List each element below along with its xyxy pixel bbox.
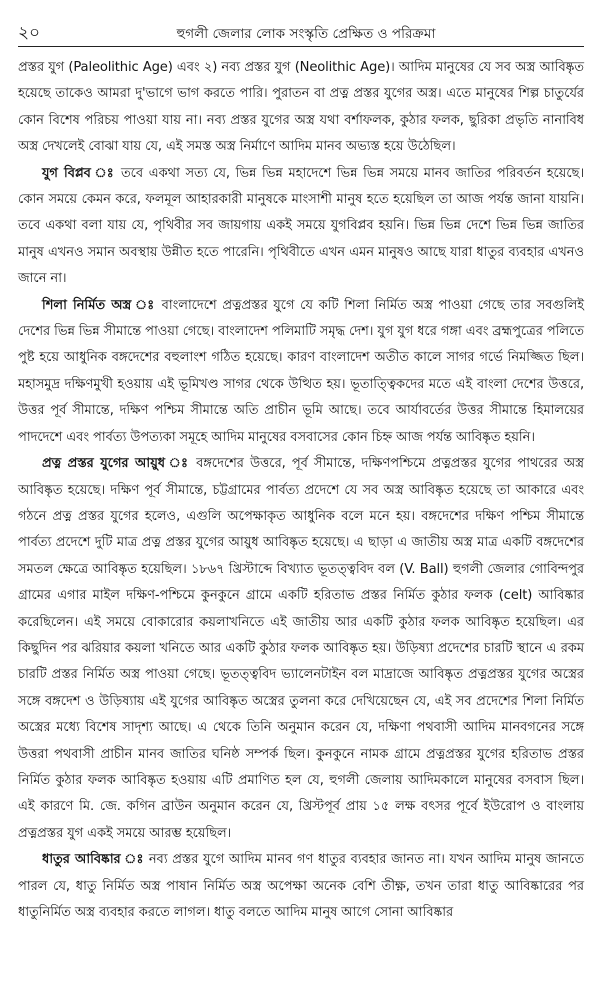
- section-heading: প্রত্ন প্রস্তর যুগের আয়ুধ ঃ: [42, 456, 190, 472]
- paragraph-stone-weapons: [18, 293, 584, 451]
- page-number: ২০: [18, 23, 41, 43]
- paragraph-metal-discovery: [18, 847, 584, 926]
- paragraph-stone-age-types: [18, 55, 584, 161]
- paragraph-text: প্রস্তর যুগ (Paleolithic Age) এবং ২) নব্য প্রস্তর যুগ (Neolithic Age)। আদিম মানুষের যে সব অস্ত্র আবিষ্কৃত হয়েছে তাকেও আমরা দু'ভাগে ভাগ করতে পারি। পুরাতন বা প্রত্ন প্রস্তর যুগের অস্ত্র। এতে মানুষের শিল্প চাতুর্যের কোন বিশেষ পরিচয় পাওয়া যায় না। নব্য প্রস্তর যুগের অস্ত্র যথা বর্শাফলক, কুঠার ফলক, ছুরিকা প্রভৃতি নানাবিধ অস্ত্র দেখলেই বোঝা যায় যে, এই সমস্ত অস্ত্র নির্মাণে আদিম মানব অভ্যস্ত হয়ে উঠেছিল।: [18, 60, 584, 155]
- paragraph-text: তবে একথা সত্য যে, ভিন্ন ভিন্ন মহাদেশে ভিন্ন ভিন্ন সময়ে মানব জাতির পরিবর্তন হয়েছে। কোন সময়ে কেমন করে, ফলমূল আহারকারী মানুষকে মাংসাশী মানুষ হতে হয়েছিল তা আজ পর্যন্ত জানা যায়নি। তবে একথা বলা যায় যে, পৃথিবীর সব জায়গায় একই সময়ে যুগবিপ্লব হয়নি। ভিন্ন ভিন্ন দেশে ভিন্ন ভিন্ন জাতির মানুষ এখনও সমান অবস্থায় উন্নীত হতে পারেনি। পৃথিবীতে এখন এমন মানুষও আছে যারা ধাতুর ব্যবহার এখনও জানে না।: [18, 165, 584, 287]
- section-heading: শিলা নির্মিত অস্ত্র ঃ: [42, 297, 156, 313]
- paragraph-text: বাংলাদেশে প্রত্নপ্রস্তর যুগে যে কটি শিলা নির্মিত অস্ত্র পাওয়া গেছে তার সবগুলিই দেশের ভিন্ন ভিন্ন সীমান্তে পাওয়া গেছে। বাংলাদেশ পলিমাটি সমৃদ্ধ দেশ। যুগ যুগ ধরে গঙ্গা এবং ব্রহ্মপুত্রের পলিতে পুষ্ট হয়ে আধুনিক বঙ্গদেশের বহুলাংশ গঠিত হয়েছে। কারণ বাংলাদেশ অতীত কালে সাগর গর্ভে নিমজ্জিত ছিল। মহাসমুদ্র দক্ষিণমুখী হওয়ায় এই ভূমিখণ্ড সাগর থেকে উত্থিত হয়। ভূতাত্ত্বিকদের মতে এই বাংলা দেশের উত্তরে, উত্তর পূর্ব সীমান্তে, দক্ষিণ পশ্চিম সীমান্তে অতি প্রাচীন ভূমি আছে। তবে আর্যাবর্তের উত্তর সীমান্তে হিমালয়ের পাদদেশে এবং পার্বত্য উপত্যকা সমূহে আদিম মানুষের বসবাসের কোন চিহ্ন আজ পর্যন্ত আবিষ্কৃত হয়নি।: [18, 297, 585, 445]
- page-header: [18, 20, 584, 47]
- section-heading: ধাতুর আবিষ্কার ঃ: [42, 852, 145, 868]
- running-title: হুগলী জেলার লোক সংস্কৃতি প্রেক্ষিত ও পরিক্রমা: [176, 26, 436, 42]
- paragraph-paleolithic-tools: [18, 451, 584, 847]
- paragraph-text: নব্য প্রস্তর যুগে আদিম মানব গণ ধাতুর ব্যবহার জানত না। যখন আদিম মানুষ জানতে পারল যে, ধাতু নির্মিত অস্ত্র পাষান নির্মিত অস্ত্র অপেক্ষা অনেক বেশি তীক্ষ্ণ, তখন তারা ধাতু আবিষ্কারের পর ধাতুনির্মিত অস্ত্র ব্যবহার করতে লাগল। ধাতু বলতে আদিম মানুষ আগে সোনা আবিষ্কার: [18, 852, 584, 920]
- body-text: [18, 55, 584, 926]
- section-heading: যুগ বিপ্লব ঃ: [42, 165, 116, 181]
- paragraph-text: বঙ্গদেশের উত্তরে, পূর্ব সীমান্তে, দক্ষিণপশ্চিমে প্রত্নপ্রস্তর যুগের পাথরের অস্ত্র আবিষ্কৃত হয়েছে। দক্ষিণ পূর্ব সীমান্তে, চট্টগ্রামের পার্বত্য প্রদেশে যে সব অস্ত্র আবিষ্কৃত হয়েছে তা আকারে এবং গঠনে প্রত্ন প্রস্তর যুগের হলেও, এগুলি অপেক্ষাকৃত আধুনিক বলে মনে হয়। বঙ্গদেশের দক্ষিণ পশ্চিম সীমান্তে পার্বত্য প্রদেশে দুটি মাত্র প্রত্ন প্রস্তর যুগের আয়ুধ আবিষ্কৃত হয়েছে। এ ছাড়া এ জাতীয় অস্ত্র মাত্র একটি বঙ্গদেশের সমতল ক্ষেত্রে আবিষ্কৃত হয়েছিল। ১৮৬৭ খ্রিস্টাব্দে বিখ্যাত ভূতত্ত্ববিদ বল (V. Ball) হুগলী জেলার গোবিন্দপুর গ্রামের এগার মাইল দক্ষিণ-পশ্চিমে কুনকুনে গ্রামে একটি হরিতাভ প্রস্তর নির্মিত কুঠার ফলক (celt) আবিষ্কার করেছিলেন। এই সময়ে বোকারোর কয়লাখনিতে এই জাতীয় আর একটি কুঠার ফলক আবিষ্কৃত হয়েছিল। এর কিছুদিন পর ঝরিয়ার কয়লা খনিতে আর একটি কুঠার ফলক আবিষ্কৃত হয়। উড়িষ্যা প্রদেশের চারটি স্থানে এ রকম চারটি প্রস্তর নির্মিত অস্ত্র পাওয়া গেছে। ভূতত্ত্ববিদ ভ্যালেনটাইন বল মাদ্রাজে আবিষ্কৃত প্রত্নপ্রস্তর যুগের অস্ত্রের সঙ্গে বঙ্গদেশ ও উড়িষ্যায় এই যুগের আবিষ্কৃত অস্ত্রের তুলনা করে দেখিয়েছেন যে, এই সব প্রদেশের শিলা নির্মিত অস্ত্রের মধ্যে বিশেষ সাদৃশ্য আছে। এ থেকে তিনি অনুমান করেন যে, দক্ষিণা পথবাসী আদিম মানবগনের সঙ্গে উত্তরা পথবাসী প্রাচীন মানব জাতির ঘনিষ্ঠ সম্পর্ক ছিল। কুনকুনে নামক গ্রামে প্রত্নপ্রস্তর যুগের হরিতাভ প্রস্তর নির্মিত কুঠার ফলক আবিষ্কৃত হওয়ায় এটি প্রমাণিত হল যে, হুগলী জেলায় আদিমকালে মানুষের বসবাস ছিল। এই কারণে মি. জে. কগিন ব্রাউন অনুমান করেন যে, খ্রিস্টপূর্ব প্রায় ১৫ লক্ষ বৎসর পূর্বে ইউরোপ ও বাংলায় প্রত্নপ্রস্তর যুগ একই সময়ে আরম্ভ হয়েছিল।: [18, 456, 585, 841]
- paragraph-era-revolution: [18, 161, 584, 293]
